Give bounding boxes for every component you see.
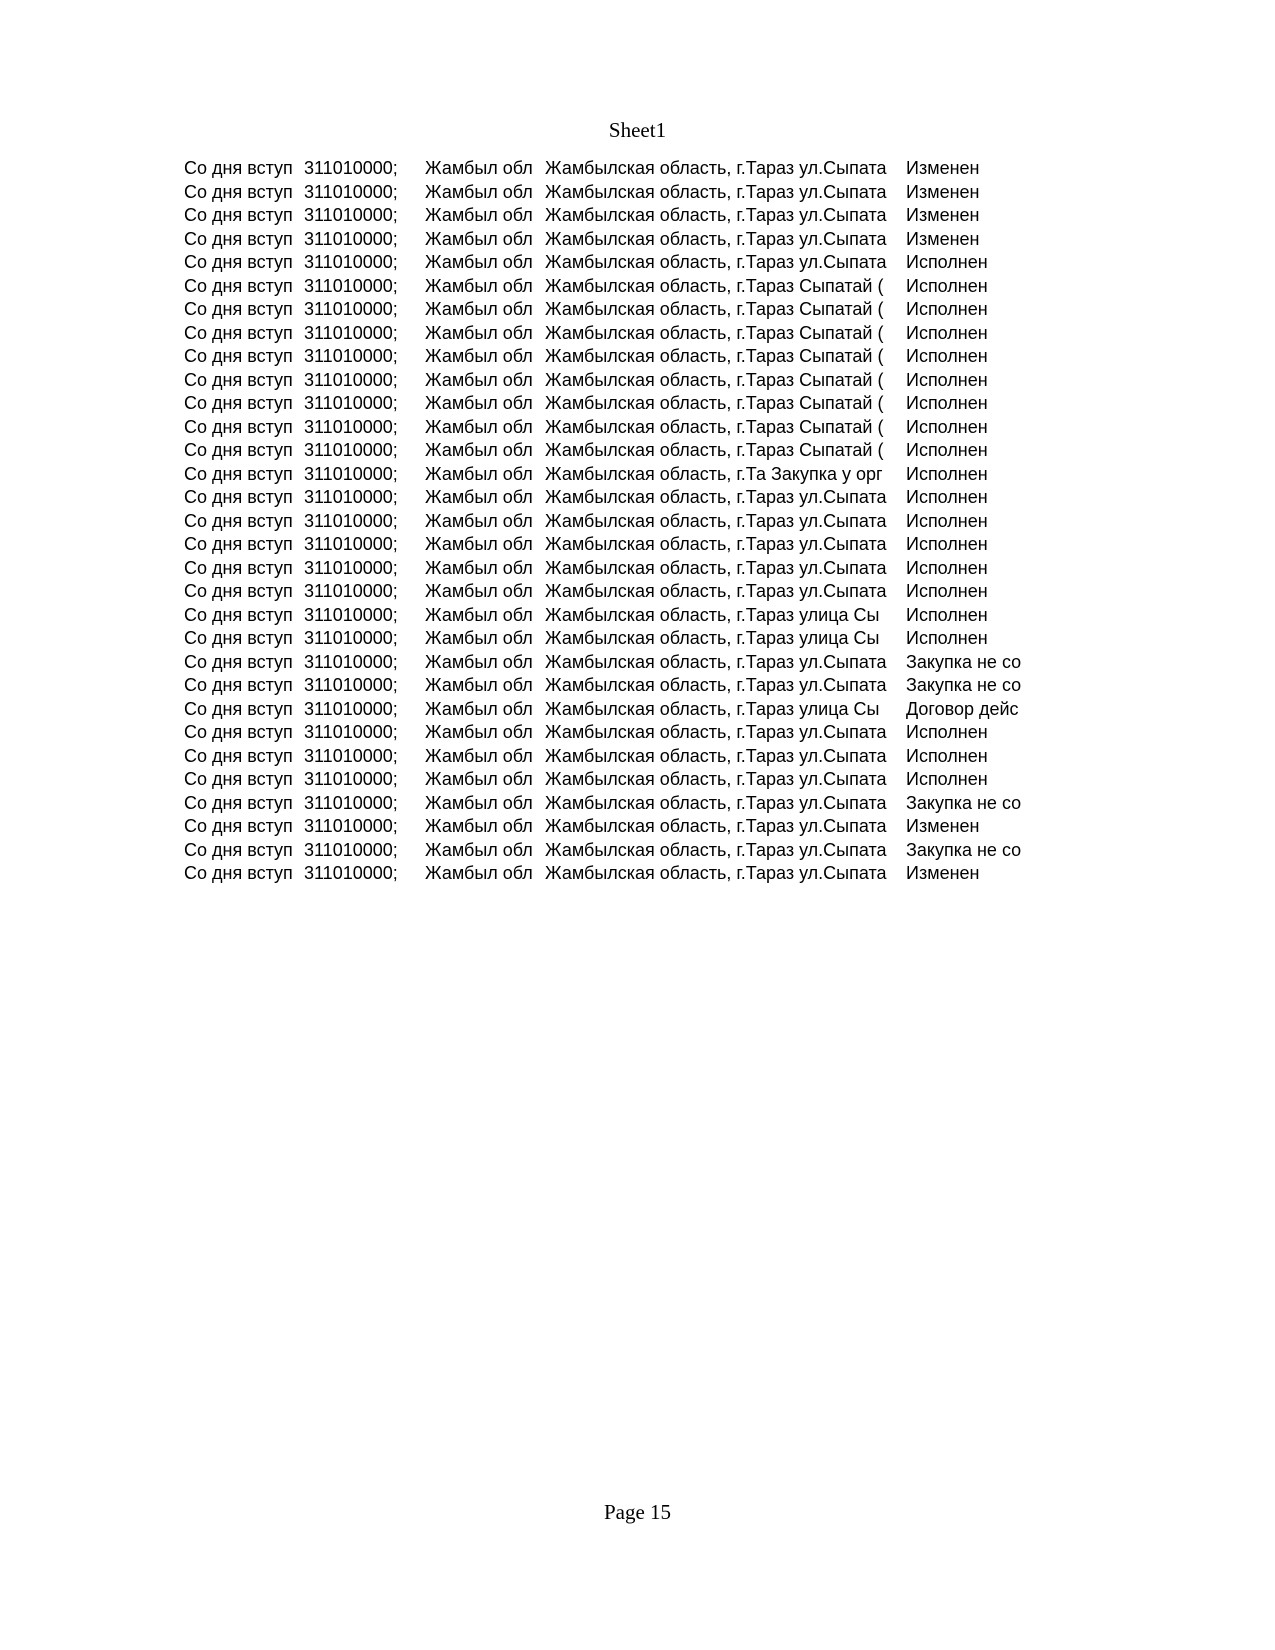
table-row [184, 815, 1034, 839]
table-cell: Жамбыл обл [425, 322, 533, 343]
table-row [184, 228, 1034, 252]
table-cell: Жамбыл обл [425, 275, 533, 296]
table-cell: 311010000; [304, 299, 398, 319]
table-cell: Исполнен [906, 628, 988, 648]
table-row [184, 369, 1034, 393]
table-cell: Со дня вступ [184, 628, 293, 648]
table-cell: Жамбылская область, г.Тараз ул.Сыпата [545, 228, 887, 249]
table-cell: Закупка не со [906, 839, 1022, 860]
table-cell: Исполнен [906, 510, 988, 531]
table-cell: Жамбылская область, г.Тараз Сыпатай ( [545, 440, 884, 460]
table-cell: Изменен [906, 205, 980, 225]
table-cell: Жамбылская область, г.Тараз ул.Сыпата [545, 722, 887, 742]
table-cell: Со дня вступ [184, 463, 293, 484]
table-cell: Со дня вступ [184, 369, 293, 390]
table-cell: Исполнен [906, 604, 988, 625]
table-cell: Со дня вступ [184, 863, 293, 883]
table-cell: Жамбылская область, г.Тараз Сыпатай ( [545, 346, 884, 366]
table-cell: 311010000; [304, 369, 398, 390]
table-cell: Жамбылская область, г.Тараз Сыпатай ( [545, 322, 884, 343]
table-cell: Жамбыл обл [425, 698, 533, 719]
table-row [184, 792, 1034, 816]
table-row [184, 651, 1034, 675]
table-cell: 311010000; [304, 205, 398, 225]
table-cell: Жамбыл обл [425, 675, 533, 695]
table-cell: Жамбылская область, г.Тараз улица Сы [545, 698, 880, 719]
table-cell: Жамбыл обл [425, 228, 533, 249]
table-row [184, 698, 1034, 722]
table-cell: Со дня вступ [184, 675, 293, 695]
table-cell: 311010000; [304, 581, 398, 601]
table-cell: 311010000; [304, 440, 398, 460]
table-cell: Исполнен [906, 534, 988, 554]
sheet-title: Sheet1 [608, 118, 667, 142]
table-row [184, 416, 1034, 440]
table-row [184, 627, 1034, 651]
table-cell: Жамбылская область, г.Тараз Сыпатай ( [545, 369, 884, 390]
table-cell: Со дня вступ [184, 205, 293, 225]
table-cell: Жамбылская область, г.Тараз Сыпатай ( [545, 416, 884, 437]
table-cell: Жамбыл обл [425, 534, 533, 554]
table-cell: Жамбылская область, г.Та Закупка у орг [545, 463, 883, 484]
table-cell: Жамбылская область, г.Тараз улица Сы [545, 628, 880, 648]
table-cell: Закупка не со [906, 651, 1022, 672]
table-cell: Жамбыл обл [425, 863, 533, 883]
table-cell: Жамбылская область, г.Тараз ул.Сыпата [545, 181, 887, 202]
table-cell: Исполнен [906, 581, 988, 601]
table-cell: Исполнен [906, 557, 988, 578]
table-cell: Со дня вступ [184, 322, 293, 343]
table-cell: Исполнен [906, 722, 988, 742]
table-cell: 311010000; [304, 158, 398, 178]
table-cell: Со дня вступ [184, 181, 293, 202]
table-cell: 311010000; [304, 181, 398, 202]
table-row [184, 839, 1034, 863]
table-cell: Со дня вступ [184, 557, 293, 578]
table-cell: Жамбылская область, г.Тараз ул.Сыпата [545, 557, 887, 578]
table-cell: Со дня вступ [184, 228, 293, 249]
table-row [184, 604, 1034, 628]
table-cell: Жамбыл обл [425, 158, 533, 178]
table-cell: Со дня вступ [184, 769, 293, 789]
table-cell: Жамбылская область, г.Тараз ул.Сыпата [545, 863, 887, 883]
table-cell: 311010000; [304, 534, 398, 554]
table-cell: 311010000; [304, 322, 398, 343]
table-cell: 311010000; [304, 628, 398, 648]
table-cell: 311010000; [304, 792, 398, 813]
table-cell: Со дня вступ [184, 510, 293, 531]
table-cell: Со дня вступ [184, 416, 293, 437]
table-cell: Со дня вступ [184, 393, 293, 413]
table-row [184, 157, 1034, 181]
table-cell: Жамбыл обл [425, 440, 533, 460]
table-cell: 311010000; [304, 722, 398, 742]
table-cell: Со дня вступ [184, 745, 293, 766]
table-cell: 311010000; [304, 839, 398, 860]
table-row [184, 580, 1034, 604]
table-cell: 311010000; [304, 769, 398, 789]
table-row [184, 439, 1034, 463]
table-cell: Жамбыл обл [425, 205, 533, 225]
table-cell: 311010000; [304, 416, 398, 437]
table-cell: Со дня вступ [184, 792, 293, 813]
table-cell: 311010000; [304, 252, 398, 272]
table-cell: Со дня вступ [184, 651, 293, 672]
table-row [184, 298, 1034, 322]
table-cell: 311010000; [304, 557, 398, 578]
table-row [184, 181, 1034, 205]
table-cell: Исполнен [906, 346, 988, 366]
table-cell: 311010000; [304, 745, 398, 766]
table-cell: Со дня вступ [184, 581, 293, 601]
table-cell: Со дня вступ [184, 346, 293, 366]
table-cell: Жамбылская область, г.Тараз ул.Сыпата [545, 792, 887, 813]
table-cell: 311010000; [304, 228, 398, 249]
table-cell: 311010000; [304, 604, 398, 625]
table-cell: Со дня вступ [184, 839, 293, 860]
table-row [184, 768, 1034, 792]
table-cell: 311010000; [304, 346, 398, 366]
table-cell: Со дня вступ [184, 275, 293, 296]
table-row [184, 251, 1034, 275]
table-cell: Со дня вступ [184, 487, 293, 507]
table-cell: Со дня вступ [184, 299, 293, 319]
table-row [184, 392, 1034, 416]
table-cell: Со дня вступ [184, 440, 293, 460]
table-row [184, 721, 1034, 745]
table-cell: Жамбыл обл [425, 510, 533, 531]
table-cell: Жамбылская область, г.Тараз ул.Сыпата [545, 158, 887, 178]
table-row [184, 533, 1034, 557]
table-cell: Исполнен [906, 299, 988, 319]
table-row [184, 862, 1034, 886]
table-cell: 311010000; [304, 393, 398, 413]
table-cell: Исполнен [906, 440, 988, 460]
table-cell: Жамбыл обл [425, 839, 533, 860]
table-cell: Жамбылская область, г.Тараз Сыпатай ( [545, 275, 884, 296]
table-cell: Исполнен [906, 393, 988, 413]
table-cell: Со дня вступ [184, 816, 293, 836]
table-cell: Исполнен [906, 275, 988, 296]
table-row [184, 322, 1034, 346]
table-cell: Со дня вступ [184, 158, 293, 178]
table-cell: Жамбыл обл [425, 369, 533, 390]
table-cell: Жамбылская область, г.Тараз ул.Сыпата [545, 581, 887, 601]
table-cell: Изменен [906, 816, 980, 836]
table-cell: Жамбылская область, г.Тараз Сыпатай ( [545, 393, 884, 413]
table-cell: Жамбыл обл [425, 722, 533, 742]
table-cell: Со дня вступ [184, 604, 293, 625]
table-row [184, 745, 1034, 769]
table-cell: Жамбыл обл [425, 393, 533, 413]
table-cell: Жамбылская область, г.Тараз ул.Сыпата [545, 205, 887, 225]
table-cell: Жамбыл обл [425, 628, 533, 648]
table-cell: Со дня вступ [184, 698, 293, 719]
table-cell: 311010000; [304, 651, 398, 672]
table-cell: Жамбылская область, г.Тараз ул.Сыпата [545, 651, 887, 672]
table-row [184, 674, 1034, 698]
table-cell: Жамбыл обл [425, 299, 533, 319]
table-cell: Жамбыл обл [425, 769, 533, 789]
table-cell: Исполнен [906, 463, 988, 484]
table-cell: Жамбылская область, г.Тараз ул.Сыпата [545, 675, 887, 695]
table-cell: Договор дейс [906, 698, 1019, 719]
table-row [184, 275, 1034, 299]
table-cell: Жамбылская область, г.Тараз ул.Сыпата [545, 252, 887, 272]
table-cell: Жамбыл обл [425, 651, 533, 672]
table-cell: Жамбыл обл [425, 557, 533, 578]
table-cell: 311010000; [304, 863, 398, 883]
table-cell: Жамбылская область, г.Тараз Сыпатай ( [545, 299, 884, 319]
table-cell: Жамбыл обл [425, 463, 533, 484]
table-cell: 311010000; [304, 816, 398, 836]
table-row [184, 204, 1034, 228]
table-cell: Жамбыл обл [425, 346, 533, 366]
table-cell: Со дня вступ [184, 252, 293, 272]
table-cell: Жамбыл обл [425, 581, 533, 601]
table-cell: Жамбылская область, г.Тараз улица Сы [545, 604, 880, 625]
table-cell: 311010000; [304, 463, 398, 484]
table-row [184, 463, 1034, 487]
table-cell: 311010000; [304, 675, 398, 695]
table-cell: Жамбылская область, г.Тараз ул.Сыпата [545, 816, 887, 836]
table-cell: Жамбылская область, г.Тараз ул.Сыпата [545, 839, 887, 860]
table-cell: Исполнен [906, 369, 988, 390]
table-cell: Жамбыл обл [425, 416, 533, 437]
table-cell: Жамбыл обл [425, 487, 533, 507]
table-cell: Жамбыл обл [425, 181, 533, 202]
table-cell: Изменен [906, 863, 980, 883]
spreadsheet-table [184, 157, 1034, 886]
page-number: Page 15 [603, 1500, 672, 1524]
table-cell: 311010000; [304, 510, 398, 531]
table-cell: Жамбыл обл [425, 252, 533, 272]
table-cell: Закупка не со [906, 792, 1022, 813]
table-cell: Изменен [906, 158, 980, 178]
table-cell: Жамбылская область, г.Тараз ул.Сыпата [545, 487, 887, 507]
table-cell: Жамбылская область, г.Тараз ул.Сыпата [545, 510, 887, 531]
table-cell: Изменен [906, 228, 980, 249]
table-cell: Жамбылская область, г.Тараз ул.Сыпата [545, 534, 887, 554]
table-row [184, 510, 1034, 534]
table-cell: Исполнен [906, 745, 988, 766]
table-cell: Исполнен [906, 769, 988, 789]
table-cell: Жамбылская область, г.Тараз ул.Сыпата [545, 769, 887, 789]
table-cell: 311010000; [304, 698, 398, 719]
table-cell: Изменен [906, 181, 980, 202]
table-cell: Со дня вступ [184, 722, 293, 742]
table-cell: Исполнен [906, 322, 988, 343]
table-cell: 311010000; [304, 275, 398, 296]
table-cell: Исполнен [906, 416, 988, 437]
table-cell: Жамбыл обл [425, 604, 533, 625]
table-row [184, 345, 1034, 369]
table-cell: Жамбыл обл [425, 745, 533, 766]
table-row [184, 557, 1034, 581]
table-cell: Исполнен [906, 487, 988, 507]
table-cell: Исполнен [906, 252, 988, 272]
table-cell: Жамбыл обл [425, 816, 533, 836]
table-cell: Со дня вступ [184, 534, 293, 554]
table-row [184, 486, 1034, 510]
table-cell: Жамбылская область, г.Тараз ул.Сыпата [545, 745, 887, 766]
table-cell: Жамбыл обл [425, 792, 533, 813]
table-cell: 311010000; [304, 487, 398, 507]
table-cell: Закупка не со [906, 675, 1022, 695]
